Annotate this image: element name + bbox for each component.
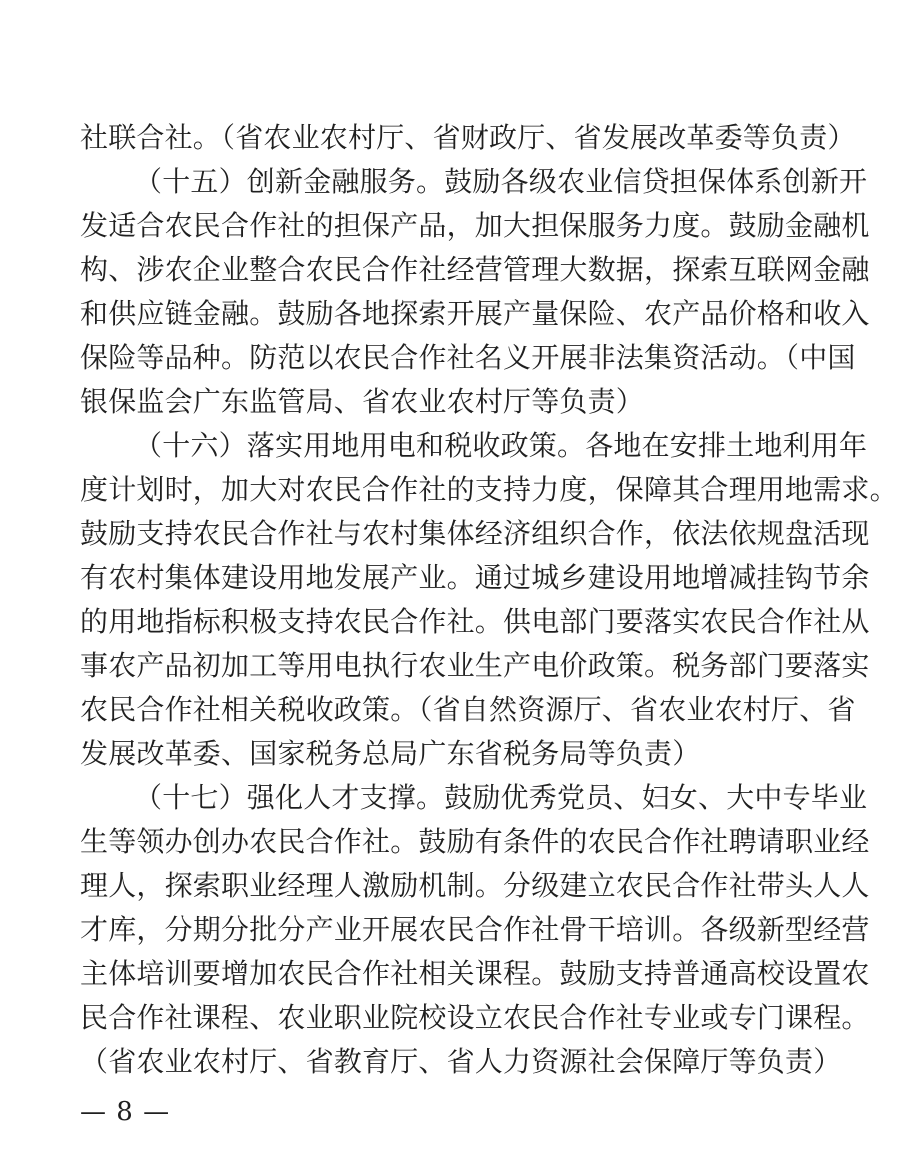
section-16-heading-line: （十六）落实用地用电和税收政策。各地在安排土地利用年 [134, 429, 868, 462]
section-16-text-line: 有农村集体建设用地发展产业。通过城乡建设用地增减挂钩节余 [80, 561, 870, 594]
section-17-text-line: 才库，分期分批分产业开展农民合作社骨干培训。各级新型经营 [80, 913, 870, 946]
section-15-text-line: 保险等品种。防范以农民合作社名义开展非法集资活动。（中国 [80, 341, 856, 374]
section-15-responsible-line: 银保监会广东监管局、省农业农村厅等负责） [80, 385, 645, 418]
section-17-responsible-line: （省农业农村厅、省教育厅、省人力资源社会保障厅等负责） [80, 1045, 842, 1078]
section-17-text-line: 主体培训要增加农民合作社相关课程。鼓励支持普通高校设置农 [80, 957, 870, 990]
section-16-text-line: 鼓励支持农民合作社与农村集体经济组织合作，依法依规盘活现 [80, 517, 870, 550]
section-17-text-line: 民合作社课程、农业职业院校设立农民合作社专业或专门课程。 [80, 1001, 870, 1034]
text-line-carryover: 社联合社。（省农业农村厅、省财政厅、省发展改革委等负责） [80, 121, 856, 154]
section-16-responsible-line: 发展改革委、国家税务总局广东省税务局等负责） [80, 737, 701, 770]
section-15-text-line: 和供应链金融。鼓励各地探索开展产量保险、农产品价格和收入 [80, 297, 870, 330]
section-16-text-line: 的用地指标积极支持农民合作社。供电部门要落实农民合作社从 [80, 605, 870, 638]
section-15-text-line: 发适合农民合作社的担保产品，加大担保服务力度。鼓励金融机 [80, 209, 870, 242]
section-17-text-line: 生等领办创办农民合作社。鼓励有条件的农民合作社聘请职业经 [80, 825, 870, 858]
section-16-text-line: 农民合作社相关税收政策。（省自然资源厅、省农业农村厅、省 [80, 693, 856, 726]
section-15-heading-line: （十五）创新金融服务。鼓励各级农业信贷担保体系创新开 [134, 165, 868, 198]
section-15-text-line: 构、涉农企业整合农民合作社经营管理大数据，探索互联网金融 [80, 253, 870, 286]
section-17-heading-line: （十七）强化人才支撑。鼓励优秀党员、妇女、大中专毕业 [134, 781, 868, 814]
section-16-text-line: 事农产品初加工等用电执行农业生产电价政策。税务部门要落实 [80, 649, 870, 682]
section-16-text-line: 度计划时，加大对农民合作社的支持力度，保障其合理用地需求。 [80, 473, 898, 506]
page-number: — 8 — [80, 1097, 171, 1127]
section-17-text-line: 理人，探索职业经理人激励机制。分级建立农民合作社带头人人 [80, 869, 870, 902]
